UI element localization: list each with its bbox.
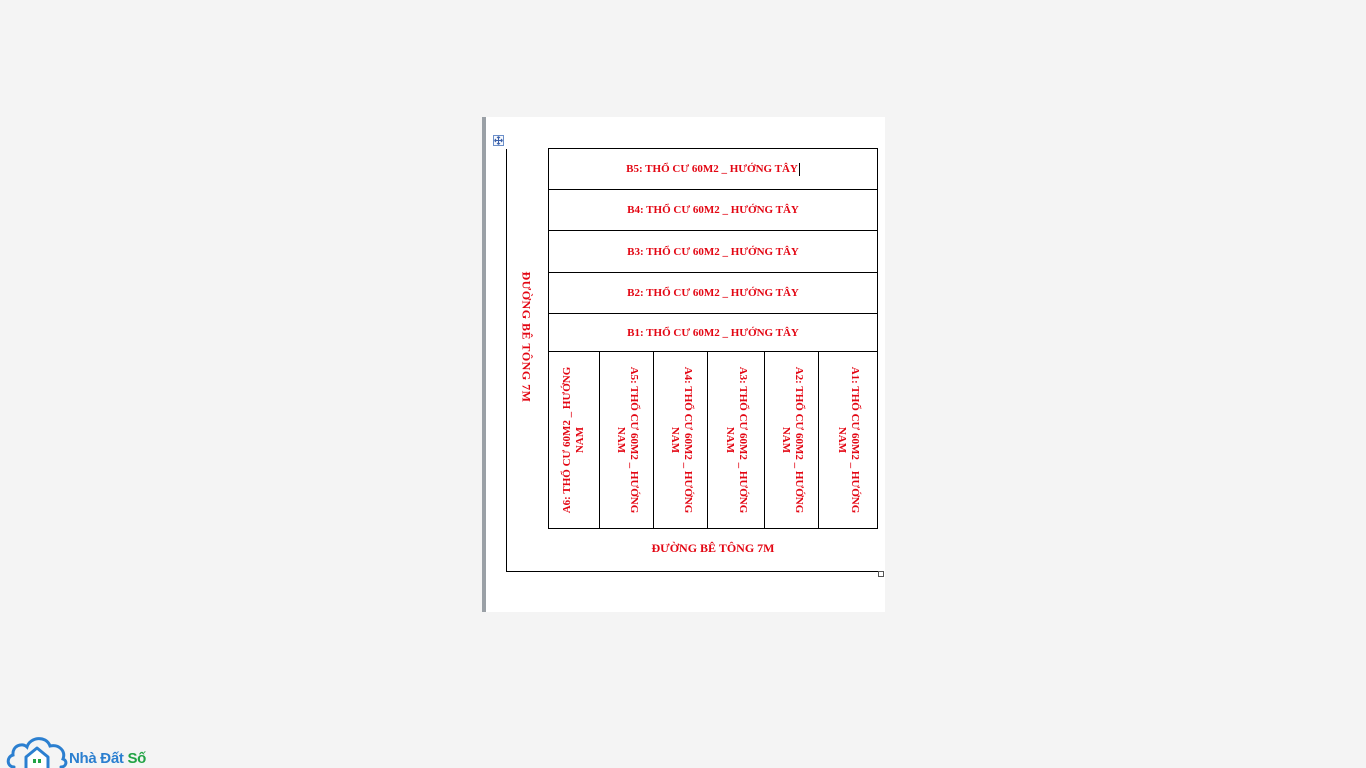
- lot-b1[interactable]: B1: THỔ CƯ 60M2 _ HƯỚNG TÂY: [549, 314, 877, 352]
- lot-a4[interactable]: A4: THỔ CƯ 60M2 _ HƯỚNG NAM: [654, 352, 708, 528]
- lot-b2[interactable]: B2: THỔ CƯ 60M2 _ HƯỚNG TÂY: [549, 273, 877, 314]
- lot-b3[interactable]: B3: THỔ CƯ 60M2 _ HƯỚNG TÂY: [549, 231, 877, 273]
- table-move-handle-icon[interactable]: [493, 135, 504, 146]
- text-cursor: [799, 163, 800, 176]
- lot-b5[interactable]: B5: THỔ CƯ 60M2 _ HƯỚNG TÂY: [549, 149, 877, 190]
- road-label-left: ĐƯỜNG BÊ TÔNG 7M: [519, 271, 534, 403]
- page-margin-edge: [482, 117, 486, 612]
- lot-b4[interactable]: B4: THỔ CƯ 60M2 _ HƯỚNG TÂY: [549, 190, 877, 231]
- lot-a2[interactable]: A2: THỔ CƯ 60M2 _ HƯỚNG NAM: [765, 352, 819, 528]
- lot-table[interactable]: [548, 148, 878, 529]
- lot-a1[interactable]: A1: THỔ CƯ 60M2 _ HƯỚNG NAM: [836, 366, 861, 514]
- watermark-logo: [6, 733, 156, 768]
- cloud-house-icon: [6, 733, 70, 768]
- a-lots-row: [549, 352, 877, 528]
- document-page: [482, 117, 885, 612]
- watermark-text: Nhà Đất Số: [69, 750, 147, 767]
- lot-a5[interactable]: A5: THỔ CƯ 60M2 _ HƯỚNG NAM: [600, 352, 654, 528]
- table-resize-handle[interactable]: [878, 571, 884, 577]
- lot-a3[interactable]: A3: THỔ CƯ 60M2 _ HƯỚNG NAM: [708, 352, 765, 528]
- road-label-bottom: ĐƯỜNG BÊ TÔNG 7M: [651, 541, 775, 555]
- lot-a6[interactable]: A6: THỔ CƯ 60M2 _ HƯỚNG NAM: [549, 352, 600, 528]
